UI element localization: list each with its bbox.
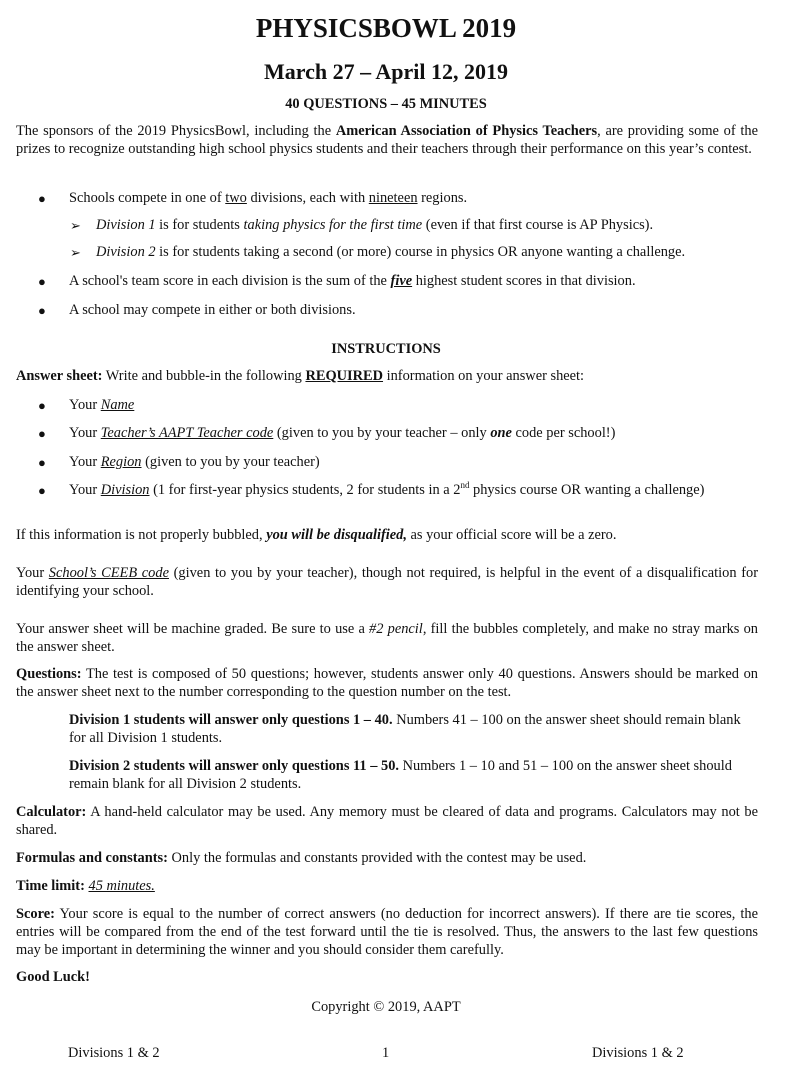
required-item-teacher-code: Your Teacher’s AAPT Teacher code (given to you by your teacher – only one code per school!) (69, 425, 616, 441)
ceeb-paragraph: Your School’s CEEB code (given to you by your teacher), though not required, is helpful in the event of a disqualification for identifying your school. (16, 565, 758, 599)
time-limit-paragraph: Time limit: 45 minutes. (16, 878, 155, 894)
score-paragraph: Score: Your score is equal to the number of correct answers (no deduction for incorrect answers). If there are tie scores, the entries will be compared from the end of the test forward until the tie is resolved. Thus, the answers to the last few questions may be important in determining the winner and you should consider them carefully. (16, 906, 758, 958)
bullet-icon: ● (38, 398, 46, 413)
bullet-either-divisions: A school may compete in either or both divisions. (69, 302, 356, 318)
contest-format: 40 QUESTIONS – 45 MINUTES (285, 96, 487, 112)
instructions-heading: INSTRUCTIONS (331, 341, 441, 357)
bullet-icon: ● (38, 303, 46, 318)
subbullet-division-1: Division 1 is for students taking physics for the first time (even if that first course is AP Physics). (96, 217, 654, 233)
bullet-icon: ● (38, 426, 46, 441)
page-number: 1 (382, 1045, 390, 1061)
arrow-bullet-icon: ➢ (70, 245, 81, 260)
copyright: Copyright © 2019, AAPT (311, 999, 461, 1015)
division-1-instruction: Division 1 students will answer only questions 1 – 40. Numbers 41 – 100 on the answer sheet should remain blank for all Division 1 students. (69, 712, 741, 746)
footer-left: Divisions 1 & 2 (68, 1045, 160, 1061)
bullet-icon: ● (38, 191, 46, 206)
machine-graded-paragraph: Your answer sheet will be machine graded. Be sure to use a #2 pencil, fill the bubbles completely, and make no stray marks on the answer sheet. (16, 621, 759, 655)
division-2-instruction: Division 2 students will answer only questions 11 – 50. Numbers 1 – 10 and 51 – 100 on the answer sheet should remain blank for all Division 2 students. (69, 758, 732, 792)
good-luck: Good Luck! (16, 969, 90, 985)
formulas-paragraph: Formulas and constants: Only the formulas and constants provided with the contest may be used. (16, 850, 587, 866)
page-title: PHYSICSBOWL 2019 (255, 13, 517, 43)
arrow-bullet-icon: ➢ (70, 218, 81, 233)
calculator-paragraph: Calculator: A hand-held calculator may be used. Any memory must be cleared of data and programs. Calculators may not be shared. (16, 804, 758, 838)
required-item-region: Your Region (given to you by your teacher) (69, 454, 320, 470)
disqualification-note: If this information is not properly bubbled, you will be disqualified, as your official score will be a zero. (16, 527, 617, 543)
answer-sheet-paragraph: Answer sheet: Write and bubble-in the following REQUIRED information on your answer sheet: (16, 368, 585, 384)
bullet-icon: ● (38, 483, 46, 498)
subbullet-division-2: Division 2 is for students taking a second (or more) course in physics OR anyone wanting a challenge. (96, 244, 686, 260)
bullet-divisions: Schools compete in one of two divisions, each with nineteen regions. (69, 190, 468, 206)
bullet-icon: ● (38, 274, 46, 289)
questions-paragraph: Questions: The test is composed of 50 questions; however, students answer only 40 questions. Answers should be marked on the answer sheet next to the number corresponding to the question number on the test. (16, 666, 758, 700)
required-item-name: Your Name (69, 397, 135, 413)
bullet-team-score: A school's team score in each division is the sum of the five highest student scores in that division. (69, 273, 636, 289)
footer-right: Divisions 1 & 2 (592, 1045, 684, 1061)
aapt-name: American Association of Physics Teachers (335, 123, 598, 139)
intro-paragraph: The sponsors of the 2019 PhysicsBowl, including the American Association of Physics Teachers, are providing some of the prizes to recognize outstanding high school physics students and their teachers through their performance on this year’s contest. (16, 123, 758, 157)
contest-dates: March 27 – April 12, 2019 (263, 59, 509, 84)
bullet-icon: ● (38, 455, 46, 470)
required-item-division: Your Division (1 for first-year physics students, 2 for students in a 2nd physics course OR wanting a challenge) (69, 480, 705, 498)
